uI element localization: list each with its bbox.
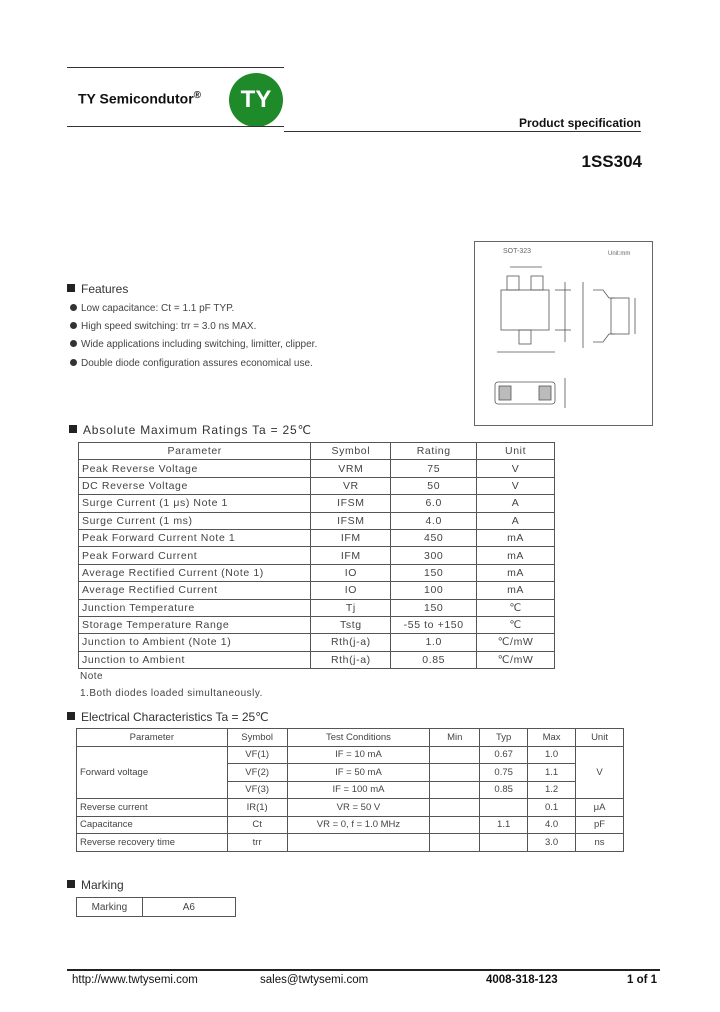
- cell: [430, 746, 480, 764]
- cell: Peak Forward Current Note 1: [79, 529, 311, 546]
- cell: ℃: [477, 616, 555, 633]
- footer-email[interactable]: sales@twtysemi.com: [260, 974, 369, 986]
- features-heading: Features: [67, 282, 128, 296]
- cell: 1.0: [528, 746, 576, 764]
- cell: VR: [311, 477, 391, 494]
- cell: 1.0: [391, 634, 477, 651]
- table-row: [77, 816, 624, 834]
- bullet-icon: [70, 322, 77, 329]
- cell: V: [477, 460, 555, 477]
- col-typ: Typ: [480, 729, 528, 747]
- cell: mA: [477, 582, 555, 599]
- cell: 0.1: [528, 799, 576, 817]
- cell: ℃/mW: [477, 634, 555, 651]
- part-number: 1SS304: [581, 152, 642, 171]
- cell: IO: [311, 582, 391, 599]
- cell: Junction to Ambient: [79, 651, 311, 668]
- header-rule-left: [67, 126, 284, 127]
- cell: ℃/mW: [477, 651, 555, 668]
- cell: IR(1): [227, 799, 287, 817]
- marking-heading: Marking: [67, 878, 124, 892]
- feature-item: Double diode configuration assures economical use.: [70, 358, 313, 369]
- cell: DC Reverse Voltage: [79, 477, 311, 494]
- col-max: Max: [528, 729, 576, 747]
- table-row: [77, 746, 624, 764]
- section-bullet-icon: [67, 880, 75, 888]
- col-rating: Rating: [391, 443, 477, 460]
- table-row: [79, 460, 555, 477]
- table-row: [79, 495, 555, 512]
- cell: A: [477, 512, 555, 529]
- cell: A: [477, 495, 555, 512]
- bullet-icon: [70, 304, 77, 311]
- header-rule-right: [284, 131, 641, 132]
- package-name: SOT-323: [503, 248, 532, 255]
- table-row: [79, 529, 555, 546]
- cell: 450: [391, 529, 477, 546]
- footer-rule: [67, 969, 660, 971]
- cell: [430, 834, 480, 852]
- cell: 300: [391, 547, 477, 564]
- section-bullet-icon: [67, 284, 75, 292]
- electrical-heading: Electrical Characteristics Ta = 25℃: [67, 710, 269, 724]
- table-row: [79, 616, 555, 633]
- col-symbol: Symbol: [311, 443, 391, 460]
- cell: 6.0: [391, 495, 477, 512]
- cell: mA: [477, 564, 555, 581]
- table-row: [77, 834, 624, 852]
- abs-max-table: [78, 442, 555, 669]
- bullet-icon: [70, 340, 77, 347]
- col-symbol: Symbol: [227, 729, 287, 747]
- cell: [430, 799, 480, 817]
- cell: 100: [391, 582, 477, 599]
- forward-voltage-unit: V: [576, 746, 624, 799]
- marking-table: [76, 897, 236, 917]
- note-text: 1.Both diodes loaded simultaneously.: [80, 688, 263, 699]
- cell: IO: [311, 564, 391, 581]
- cell: -55 to +150: [391, 616, 477, 633]
- table-row: [77, 799, 624, 817]
- cell: 150: [391, 564, 477, 581]
- abs-max-heading: Absolute Maximum Ratings Ta = 25℃: [69, 423, 312, 437]
- cell: [480, 834, 528, 852]
- cell: 0.85: [480, 781, 528, 799]
- cell: Storage Temperature Range: [79, 616, 311, 633]
- table-row: [79, 512, 555, 529]
- cell: 0.67: [480, 746, 528, 764]
- cell: Rth(j-a): [311, 651, 391, 668]
- table-row: [79, 651, 555, 668]
- cell: V: [477, 477, 555, 494]
- table-row: [79, 599, 555, 616]
- package-outline-diagram: [475, 242, 652, 425]
- cell: Junction to Ambient (Note 1): [79, 634, 311, 651]
- cell: Rth(j-a): [311, 634, 391, 651]
- cell: 150: [391, 599, 477, 616]
- cell: 0.85: [391, 651, 477, 668]
- cell: IFM: [311, 529, 391, 546]
- cell: Peak Forward Current: [79, 547, 311, 564]
- cell: Surge Current (1 ms): [79, 512, 311, 529]
- cell: Average Rectified Current (Note 1): [79, 564, 311, 581]
- cell: 4.0: [528, 816, 576, 834]
- col-min: Min: [430, 729, 480, 747]
- cell: 75: [391, 460, 477, 477]
- marking-label: Marking: [77, 898, 143, 917]
- cell: 1.1: [480, 816, 528, 834]
- section-bullet-icon: [69, 425, 77, 433]
- table-row: [79, 477, 555, 494]
- cell: Reverse recovery time: [77, 834, 228, 852]
- col-parameter: Parameter: [79, 443, 311, 460]
- cell: Capacitance: [77, 816, 228, 834]
- table-header-row: [77, 729, 624, 747]
- cell: IFSM: [311, 495, 391, 512]
- cell: ℃: [477, 599, 555, 616]
- cell: [430, 764, 480, 782]
- doc-type: Product specification: [518, 116, 641, 130]
- feature-item: High speed switching: trr = 3.0 ns MAX.: [70, 321, 256, 332]
- package-unit: Unit:mm: [608, 251, 631, 257]
- forward-voltage-param: Forward voltage: [77, 746, 228, 799]
- table-row: [77, 898, 236, 917]
- footer-page: 1 of 1: [627, 974, 658, 986]
- electrical-table: [76, 728, 624, 852]
- cell: Average Rectified Current: [79, 582, 311, 599]
- cell: IFSM: [311, 512, 391, 529]
- col-parameter: Parameter: [77, 729, 228, 747]
- marking-value: A6: [142, 898, 235, 917]
- feature-item: Low capacitance: Ct = 1.1 pF TYP.: [70, 303, 234, 314]
- table-row: [79, 634, 555, 651]
- cell: 0.75: [480, 764, 528, 782]
- cell: Reverse current: [77, 799, 228, 817]
- col-test-conditions: Test Conditions: [287, 729, 430, 747]
- cell: VF(3): [227, 781, 287, 799]
- cell: Surge Current (1 μs) Note 1: [79, 495, 311, 512]
- cell: pF: [576, 816, 624, 834]
- cell: Junction Temperature: [79, 599, 311, 616]
- cell: VRM: [311, 460, 391, 477]
- cell: Tstg: [311, 616, 391, 633]
- note-label: Note: [80, 671, 104, 682]
- cell: mA: [477, 547, 555, 564]
- cell: VR = 0, f = 1.0 MHz: [287, 816, 430, 834]
- cell: VF(2): [227, 764, 287, 782]
- cell: Peak Reverse Voltage: [79, 460, 311, 477]
- cell: mA: [477, 529, 555, 546]
- table-row: [79, 547, 555, 564]
- table-row: [79, 582, 555, 599]
- cell: VR = 50 V: [287, 799, 430, 817]
- header-top-rule: [67, 67, 284, 68]
- cell: Tj: [311, 599, 391, 616]
- cell: μA: [576, 799, 624, 817]
- bullet-icon: [70, 359, 77, 366]
- cell: [480, 799, 528, 817]
- cell: [287, 834, 430, 852]
- package-drawing: [474, 241, 653, 426]
- section-bullet-icon: [67, 712, 75, 720]
- cell: [430, 781, 480, 799]
- col-unit: Unit: [477, 443, 555, 460]
- cell: VF(1): [227, 746, 287, 764]
- footer-phone: 4008-318-123: [486, 974, 558, 986]
- cell: IF = 10 mA: [287, 746, 430, 764]
- feature-item: Wide applications including switching, limitter, clipper.: [70, 339, 317, 350]
- cell: trr: [227, 834, 287, 852]
- cell: Ct: [227, 816, 287, 834]
- cell: 50: [391, 477, 477, 494]
- table-row: [79, 564, 555, 581]
- cell: 4.0: [391, 512, 477, 529]
- cell: IFM: [311, 547, 391, 564]
- cell: 1.1: [528, 764, 576, 782]
- cell: 1.2: [528, 781, 576, 799]
- company-name: TY Semicondutor®: [78, 90, 202, 107]
- cell: IF = 100 mA: [287, 781, 430, 799]
- col-unit: Unit: [576, 729, 624, 747]
- cell: 3.0: [528, 834, 576, 852]
- company-logo: TY: [229, 73, 283, 127]
- cell: ns: [576, 834, 624, 852]
- cell: IF = 50 mA: [287, 764, 430, 782]
- cell: [430, 816, 480, 834]
- footer-url[interactable]: http://www.twtysemi.com: [72, 974, 198, 986]
- table-header-row: [79, 443, 555, 460]
